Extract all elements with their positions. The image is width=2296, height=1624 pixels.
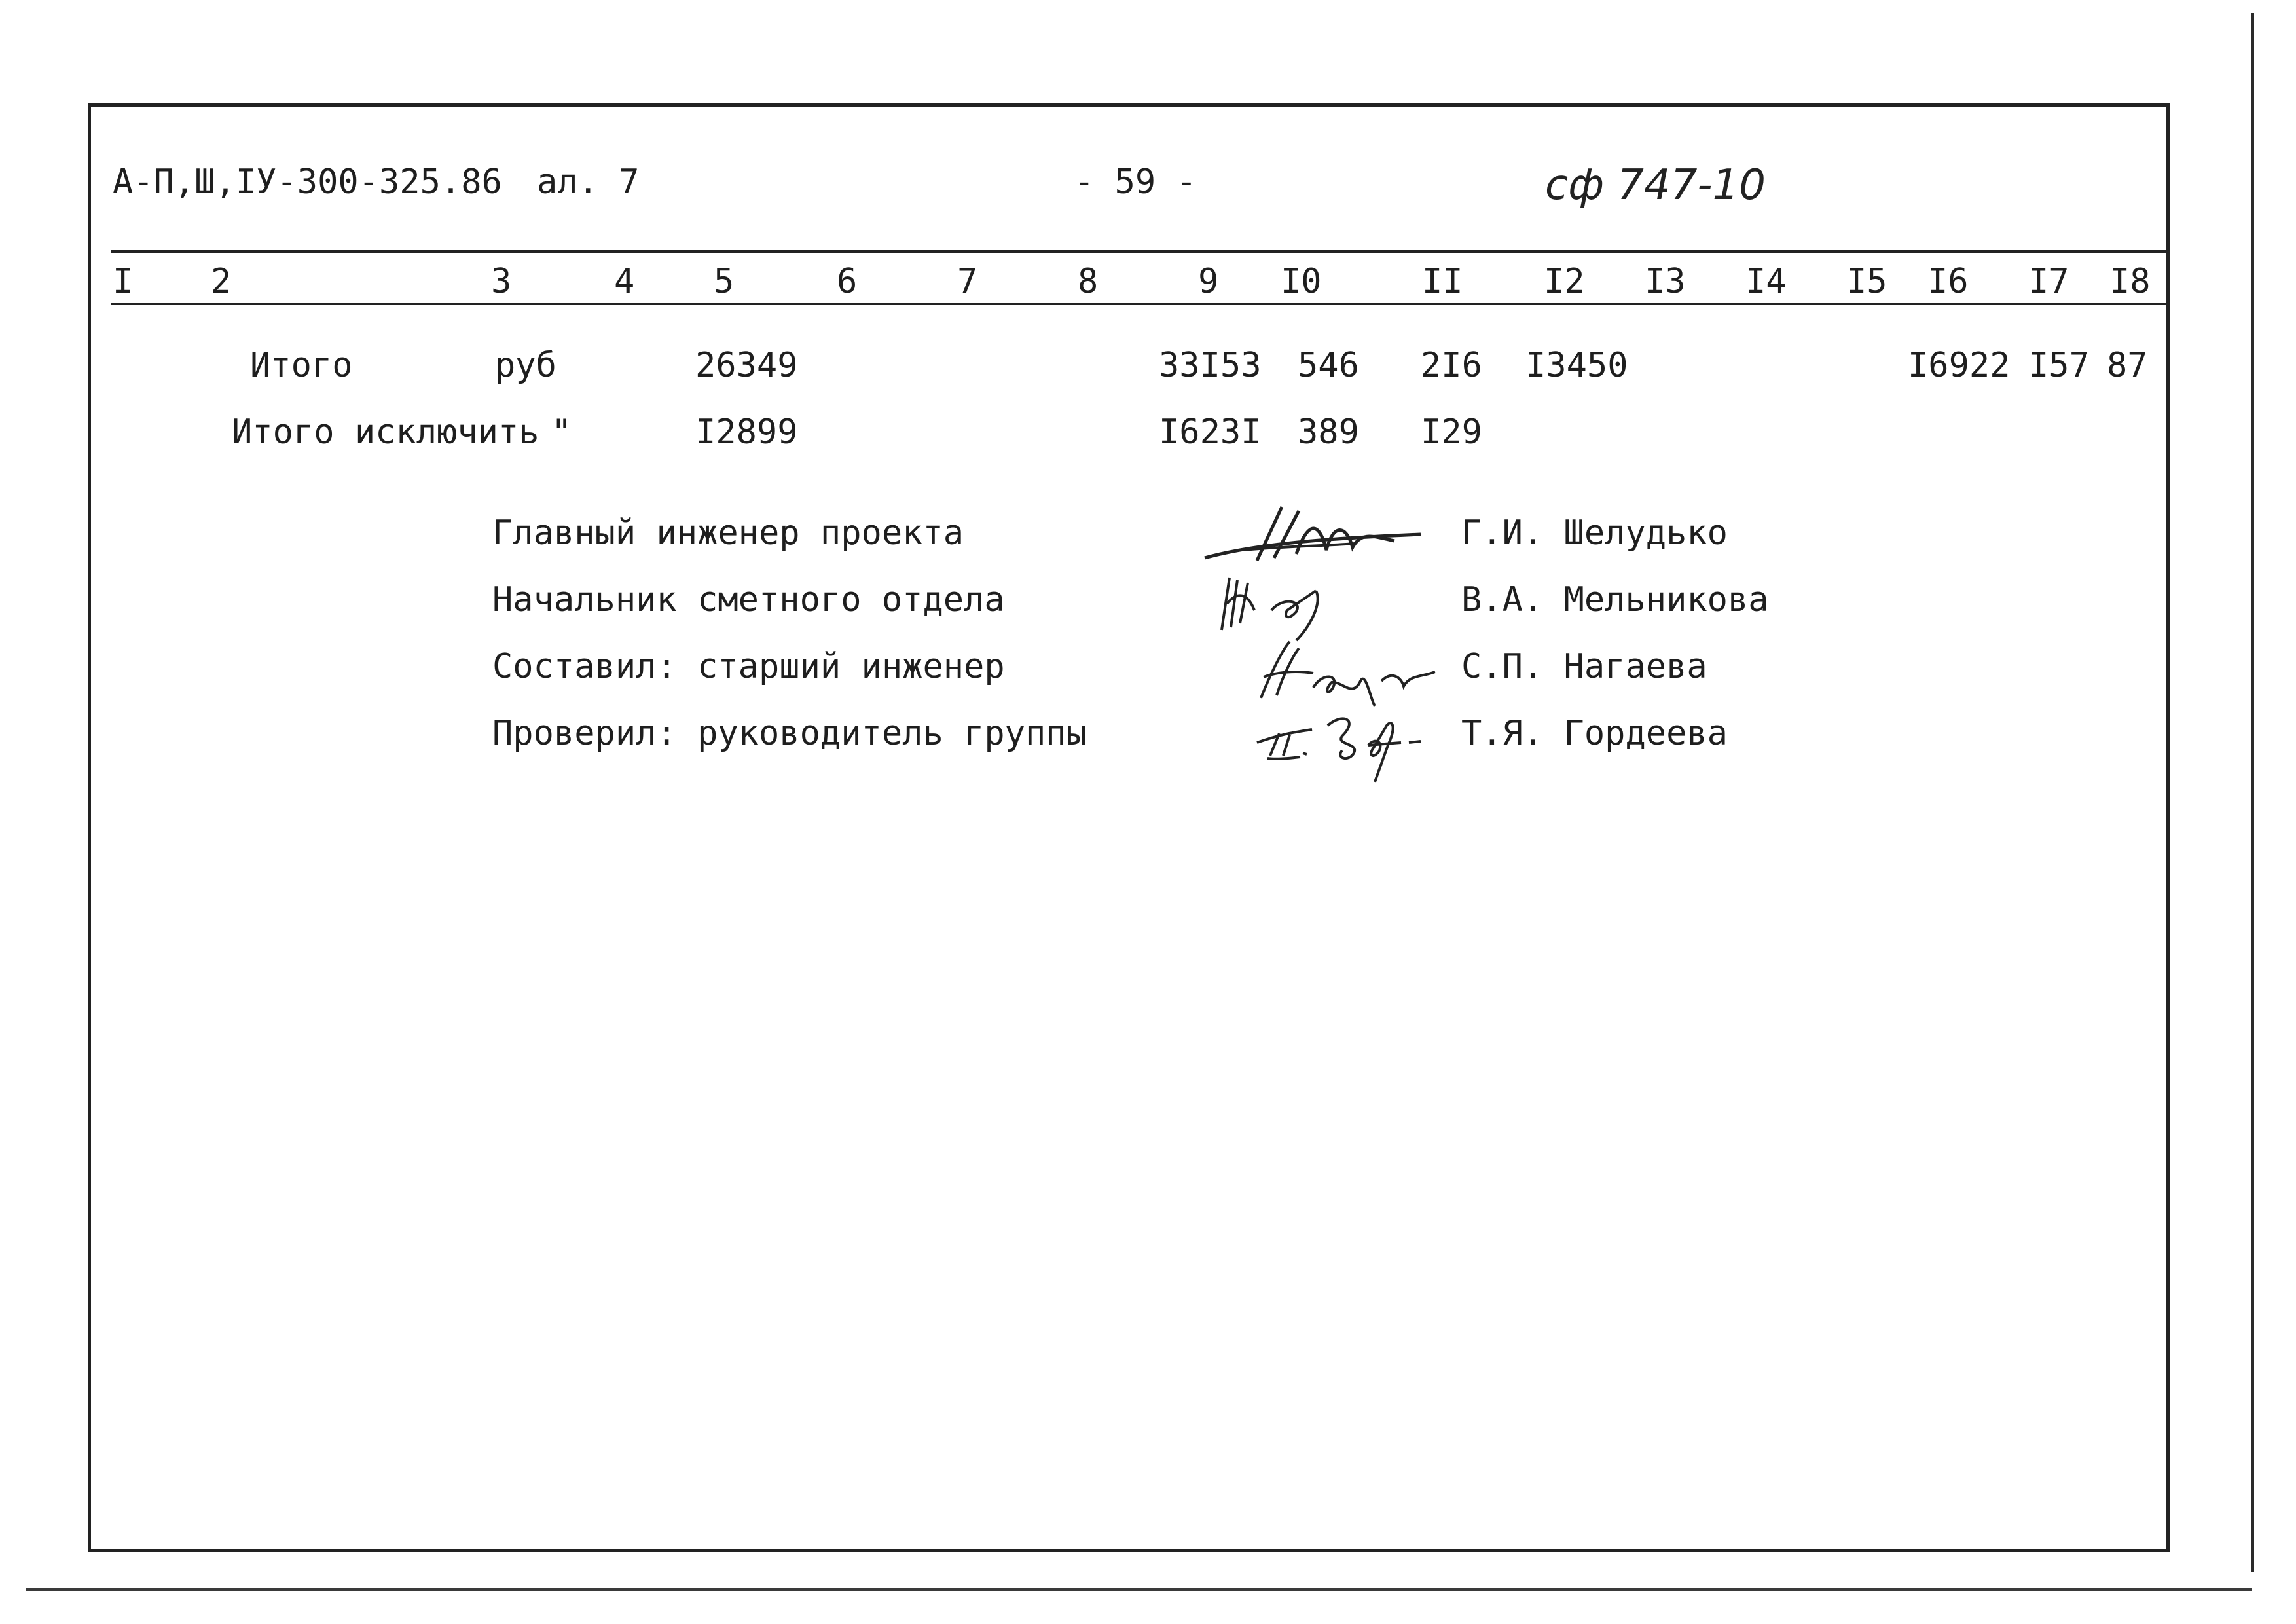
cell-col5: I2899 (695, 413, 798, 452)
col-header: 8 (1078, 262, 1099, 301)
col-header: 4 (614, 262, 635, 301)
stamp-number: сф 747-10 (1545, 161, 1766, 210)
row-label: Итого (250, 346, 353, 385)
cell-col11: I29 (1421, 413, 1482, 452)
signature-scribble (1211, 564, 1381, 643)
cell-col16: I6922 (1908, 346, 2011, 385)
col-header: 6 (837, 262, 858, 301)
signature-scribble (1244, 699, 1427, 784)
col-header: I2 (1544, 262, 1585, 301)
cell-col10: 546 (1298, 346, 1359, 385)
signatory-name: В.А. Мельникова (1461, 580, 1769, 619)
col-header: 9 (1198, 262, 1219, 301)
col-header: I3 (1645, 262, 1686, 301)
col-header: I5 (1846, 262, 1887, 301)
cell-col12: I3450 (1525, 346, 1628, 385)
cell-col11: 2I6 (1421, 346, 1482, 385)
col-header: I6 (1927, 262, 1969, 301)
col-header: II (1422, 262, 1463, 301)
col-header: 5 (714, 262, 735, 301)
row-label: Итого исключить (232, 413, 539, 452)
header-divider (111, 250, 2167, 253)
cell-col5: 26349 (695, 346, 798, 385)
page-number: - 59 - (1074, 162, 1197, 202)
signatory-role: Главный инженер проекта (492, 513, 964, 553)
col-header: 3 (491, 262, 512, 301)
signatory-name: Т.Я. Гордеева (1461, 714, 1728, 753)
cell-col9: I623I (1159, 413, 1262, 452)
doc-code: А-П,Ш,IУ-300-325.86 (113, 162, 502, 202)
document-frame (88, 103, 2170, 1552)
col-header: I8 (2109, 262, 2151, 301)
col-header: I0 (1281, 262, 1322, 301)
col-header: I4 (1745, 262, 1787, 301)
signatory-name: Г.И. Шелудько (1461, 513, 1728, 553)
col-header: 7 (957, 262, 978, 301)
column-header-divider (111, 303, 2167, 304)
page-border-right (2251, 13, 2254, 1572)
row-unit: " (551, 413, 572, 452)
page-border-bottom (26, 1588, 2252, 1591)
cell-col10: 389 (1298, 413, 1359, 452)
signatory-name: С.П. Нагаева (1461, 647, 1707, 686)
cell-col9: 33I53 (1159, 346, 1262, 385)
signatory-role: Проверил: руководитель группы (492, 714, 1087, 753)
cell-col17: I57 (2028, 346, 2090, 385)
col-header: I (113, 262, 134, 301)
row-unit: руб (495, 346, 556, 385)
signatory-role: Составил: старший инженер (492, 647, 1005, 686)
album-number: ал. 7 (537, 162, 640, 202)
signature-scribble (1250, 635, 1440, 707)
cell-col18: 87 (2107, 346, 2148, 385)
signatory-role: Начальник сметного отдела (492, 580, 1005, 619)
col-header: I7 (2028, 262, 2069, 301)
col-header: 2 (211, 262, 232, 301)
